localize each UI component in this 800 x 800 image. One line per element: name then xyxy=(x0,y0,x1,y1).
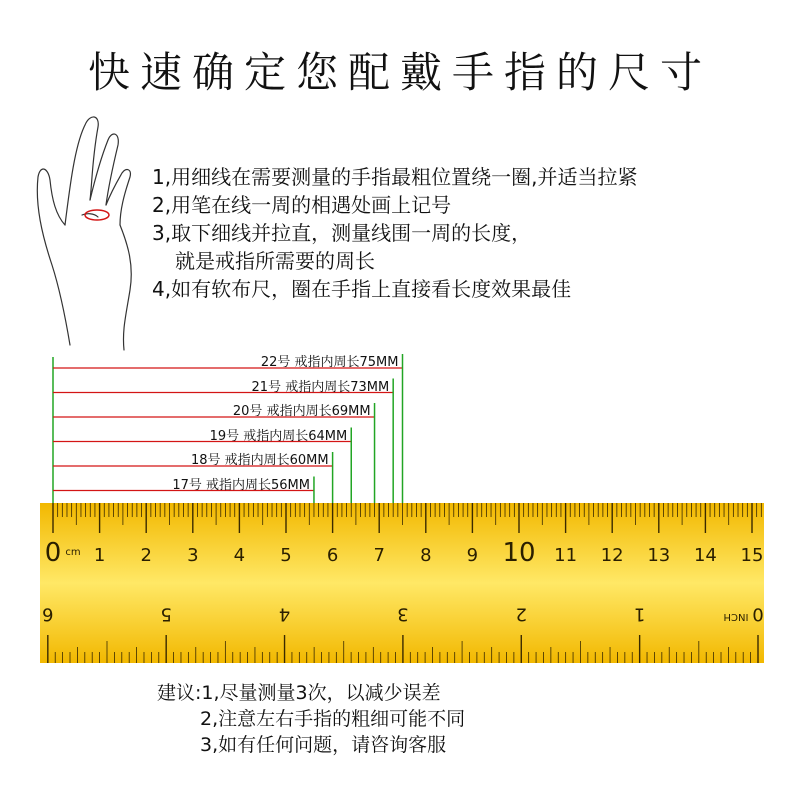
instruction-4: 4,如有软布尺，圈在手指上直接看长度效果最佳 xyxy=(152,277,572,301)
cm-label: 15 xyxy=(740,545,764,566)
page-title: 快速确定您配戴手指的尺寸 xyxy=(87,48,712,97)
cm-label: 6 xyxy=(326,545,339,566)
cm-label: 3 xyxy=(187,545,199,566)
inch-label: 0 xyxy=(752,603,764,625)
instructions xyxy=(152,163,637,303)
inch-label: 2 xyxy=(515,603,527,625)
advice xyxy=(157,680,465,758)
cm-label: 14 xyxy=(693,545,717,566)
instruction-1: 1,用细线在需要测量的手指最粗位置绕一圈,并适当拉紧 xyxy=(152,165,638,189)
instruction-3: 3,取下细线并拉直，测量线围一周的长度， xyxy=(152,221,532,245)
advice-1: 建议:1,尽量测量3次，以减少误差 xyxy=(157,682,441,704)
ring-mark-icon xyxy=(85,210,109,220)
instruction-2: 2,用笔在线一周的相遇处画上记号 xyxy=(152,193,452,217)
advice-3: 3,如有任何问题，请咨询客服 xyxy=(200,734,447,756)
cm-label: 11 xyxy=(554,545,578,566)
size-label: 21号 戒指内周长73MM xyxy=(251,379,390,395)
inch-label: 6 xyxy=(42,603,54,625)
cm-label: 9 xyxy=(466,545,479,566)
ruler xyxy=(40,503,764,663)
advice-2: 2,注意左右手指的粗细可能不同 xyxy=(200,708,466,730)
ruler-body xyxy=(40,503,764,663)
hand-illustration xyxy=(30,105,160,355)
inch-label: 1 xyxy=(633,603,646,625)
cm-label: 1 xyxy=(93,545,106,566)
cm-label: 13 xyxy=(647,545,671,566)
size-label: 18号 戒指内周长60MM xyxy=(190,453,329,468)
cm-unit-label: cm xyxy=(65,547,81,558)
cm-label: 4 xyxy=(233,545,246,566)
cm-label: 12 xyxy=(600,545,624,566)
cm-label: 7 xyxy=(373,545,385,566)
size-label: 17号 戒指内周长56MM xyxy=(172,477,310,493)
inch-unit-label: INCH xyxy=(723,611,749,622)
instruction-3-cont: 就是戒指所需要的周长 xyxy=(175,249,375,273)
inch-label: 4 xyxy=(278,603,291,625)
size-label: 19号 戒指内周长64MM xyxy=(209,428,348,444)
inch-label: 5 xyxy=(160,603,172,625)
cm-label: 0 xyxy=(44,538,62,568)
size-label: 20号 戒指内周长69MM xyxy=(232,404,371,419)
cm-label: 8 xyxy=(420,545,432,566)
cm-label: 5 xyxy=(280,545,292,566)
inch-label: 3 xyxy=(397,603,409,625)
size-label: 22号 戒指内周长75MM xyxy=(260,355,399,370)
cm-label: 2 xyxy=(140,545,152,566)
cm-label: 10 xyxy=(502,538,536,568)
